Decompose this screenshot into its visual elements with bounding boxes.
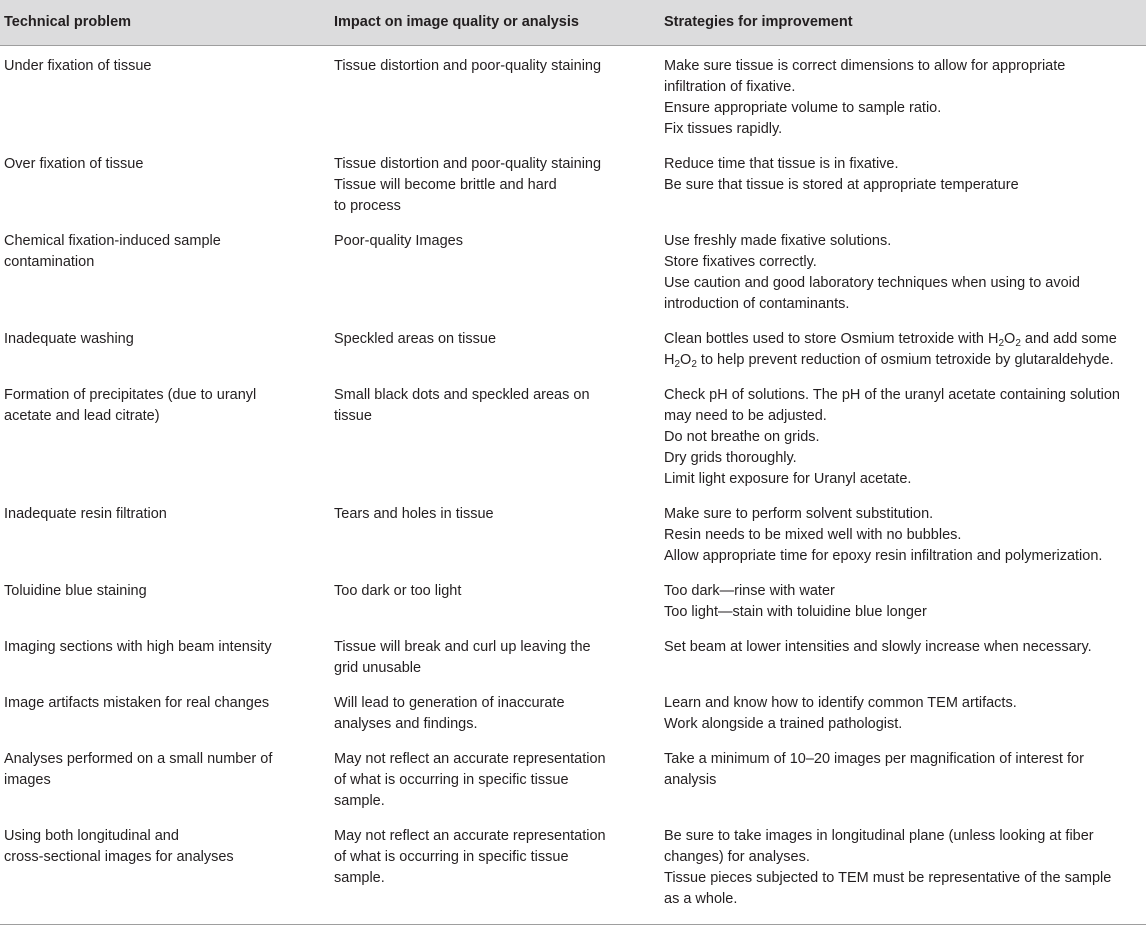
table-row xyxy=(0,225,1146,323)
impact-cell xyxy=(330,631,660,687)
cell-line: changes) for analyses. xyxy=(664,849,810,865)
strategies-cell xyxy=(660,379,1146,498)
cell-line: Poor-quality Images xyxy=(334,233,463,249)
strategies-cell xyxy=(660,498,1146,575)
header-impact: Impact on image quality or analysis xyxy=(330,0,660,46)
cell-line: Take a minimum of 10–20 images per magnification of interest for xyxy=(664,751,1084,767)
cell-line: to process xyxy=(334,198,401,214)
cell-line: may need to be adjusted. xyxy=(664,408,827,424)
cell-line: Under fixation of tissue xyxy=(4,58,152,74)
problem-cell xyxy=(0,46,330,149)
cell-line: sample. xyxy=(334,870,385,886)
strategies-cell xyxy=(660,687,1146,743)
cell-line: Store fixatives correctly. xyxy=(664,254,817,270)
cell-line: images xyxy=(4,772,51,788)
impact-cell xyxy=(330,498,660,575)
impact-cell xyxy=(330,46,660,149)
cell-line: introduction of contaminants. xyxy=(664,296,850,312)
cell-line: Be sure to take images in longitudinal plane (unless looking at fiber xyxy=(664,828,1094,844)
cell-line: tissue xyxy=(334,408,372,424)
problem-cell xyxy=(0,498,330,575)
cell-line: Make sure to perform solvent substitution. xyxy=(664,506,934,522)
table-row xyxy=(0,575,1146,631)
cell-line: Tissue pieces subjected to TEM must be representative of the sample xyxy=(664,870,1112,886)
cell-line: Over fixation of tissue xyxy=(4,156,144,172)
strategies-cell xyxy=(660,631,1146,687)
header-technical-problem: Technical problem xyxy=(0,0,330,46)
cell-line: analysis xyxy=(664,772,717,788)
cell-line: Tears and holes in tissue xyxy=(334,506,494,522)
problem-cell xyxy=(0,575,330,631)
impact-cell xyxy=(330,687,660,743)
problem-cell xyxy=(0,743,330,820)
problem-cell xyxy=(0,225,330,323)
table-row xyxy=(0,323,1146,379)
table-row xyxy=(0,743,1146,820)
cell-line: Limit light exposure for Uranyl acetate. xyxy=(664,471,912,487)
cell-line: Tissue distortion and poor-quality staining xyxy=(334,58,602,74)
impact-cell xyxy=(330,323,660,379)
table-row xyxy=(0,46,1146,149)
cell-line: Too light—stain with toluidine blue longer xyxy=(664,604,927,620)
problem-cell xyxy=(0,323,330,379)
cell-line: sample. xyxy=(334,793,385,809)
cell-line: Use freshly made fixative solutions. xyxy=(664,233,892,249)
cell-line: Using both longitudinal and xyxy=(4,828,179,844)
strategies-cell xyxy=(660,46,1146,149)
cell-line: acetate and lead citrate) xyxy=(4,408,160,424)
cell-line: Fix tissues rapidly. xyxy=(664,121,783,137)
cell-line: Work alongside a trained pathologist. xyxy=(664,716,903,732)
problem-cell xyxy=(0,379,330,498)
cell-line: infiltration of fixative. xyxy=(664,79,796,95)
cell-line: Set beam at lower intensities and slowly increase when necessary. xyxy=(664,639,1092,655)
cell-line: Analyses performed on a small number of xyxy=(4,751,273,767)
cell-line: $H_2O_2$ to help prevent reduction of osmium tetroxide by glutaraldehyde. xyxy=(664,352,1114,370)
problem-cell xyxy=(0,687,330,743)
table-row xyxy=(0,498,1146,575)
cell-line: of what is occurring in specific tissue xyxy=(334,849,569,865)
cell-line: grid unusable xyxy=(334,660,422,676)
cell-line: Speckled areas on tissue xyxy=(334,331,497,347)
cell-line: as a whole. xyxy=(664,891,738,907)
cell-line: May not reflect an accurate representation xyxy=(334,751,606,767)
table-row xyxy=(0,379,1146,498)
table-row xyxy=(0,148,1146,225)
cell-line: contamination xyxy=(4,254,95,270)
cell-line: analyses and findings. xyxy=(334,716,478,732)
table-row xyxy=(0,820,1146,925)
cell-line: Do not breathe on grids. xyxy=(664,429,820,445)
cell-line: Be sure that tissue is stored at appropriate temperature xyxy=(664,177,1019,193)
header-strategies: Strategies for improvement xyxy=(660,0,1146,46)
cell-line: Resin needs to be mixed well with no bubbles. xyxy=(664,527,962,543)
cell-line: Small black dots and speckled areas on xyxy=(334,387,590,403)
cell-line: Learn and know how to identify common TEM artifacts. xyxy=(664,695,1017,711)
cell-line: Tissue distortion and poor-quality staining xyxy=(334,156,602,172)
cell-line: Inadequate washing xyxy=(4,331,134,347)
impact-cell xyxy=(330,225,660,323)
cell-line: Formation of precipitates (due to uranyl xyxy=(4,387,257,403)
strategies-cell xyxy=(660,575,1146,631)
table-header-row xyxy=(0,0,1146,46)
impact-cell xyxy=(330,575,660,631)
strategies-cell xyxy=(660,743,1146,820)
table-row xyxy=(0,631,1146,687)
cell-line: Dry grids thoroughly. xyxy=(664,450,797,466)
cell-line: Chemical fixation-induced sample xyxy=(4,233,221,249)
cell-line: Allow appropriate time for epoxy resin infiltration and polymerization. xyxy=(664,548,1103,564)
cell-line: Toluidine blue staining xyxy=(4,583,147,599)
strategies-cell xyxy=(660,225,1146,323)
cell-line: Clean bottles used to store Osmium tetroxide with $H_2O_2$ and add some xyxy=(664,331,1117,349)
impact-cell xyxy=(330,379,660,498)
cell-line: Too dark—rinse with water xyxy=(664,583,835,599)
cell-line: Will lead to generation of inaccurate xyxy=(334,695,565,711)
cell-line: Imaging sections with high beam intensity xyxy=(4,639,272,655)
cell-line: Too dark or too light xyxy=(334,583,462,599)
cell-line: Check pH of solutions. The pH of the uranyl acetate containing solution xyxy=(664,387,1120,403)
cell-line: of what is occurring in specific tissue xyxy=(334,772,569,788)
cell-line: Reduce time that tissue is in fixative. xyxy=(664,156,899,172)
problem-cell xyxy=(0,631,330,687)
strategies-cell xyxy=(660,323,1146,379)
cell-line: Image artifacts mistaken for real changes xyxy=(4,695,270,711)
cell-line: Use caution and good laboratory techniques when using to avoid xyxy=(664,275,1080,291)
problem-cell xyxy=(0,148,330,225)
cell-line: Tissue will break and curl up leaving the xyxy=(334,639,591,655)
cell-line: May not reflect an accurate representation xyxy=(334,828,606,844)
cell-line: cross-sectional images for analyses xyxy=(4,849,234,865)
impact-cell xyxy=(330,820,660,925)
impact-cell xyxy=(330,148,660,225)
table-row xyxy=(0,687,1146,743)
cell-line: Inadequate resin filtration xyxy=(4,506,167,522)
problem-cell xyxy=(0,820,330,925)
cell-line: Make sure tissue is correct dimensions to allow for appropriate xyxy=(664,58,1066,74)
strategies-cell xyxy=(660,148,1146,225)
cell-line: Tissue will become brittle and hard xyxy=(334,177,557,193)
table-body xyxy=(0,46,1146,925)
impact-cell xyxy=(330,743,660,820)
cell-line: Ensure appropriate volume to sample ratio. xyxy=(664,100,942,116)
strategies-cell xyxy=(660,820,1146,925)
